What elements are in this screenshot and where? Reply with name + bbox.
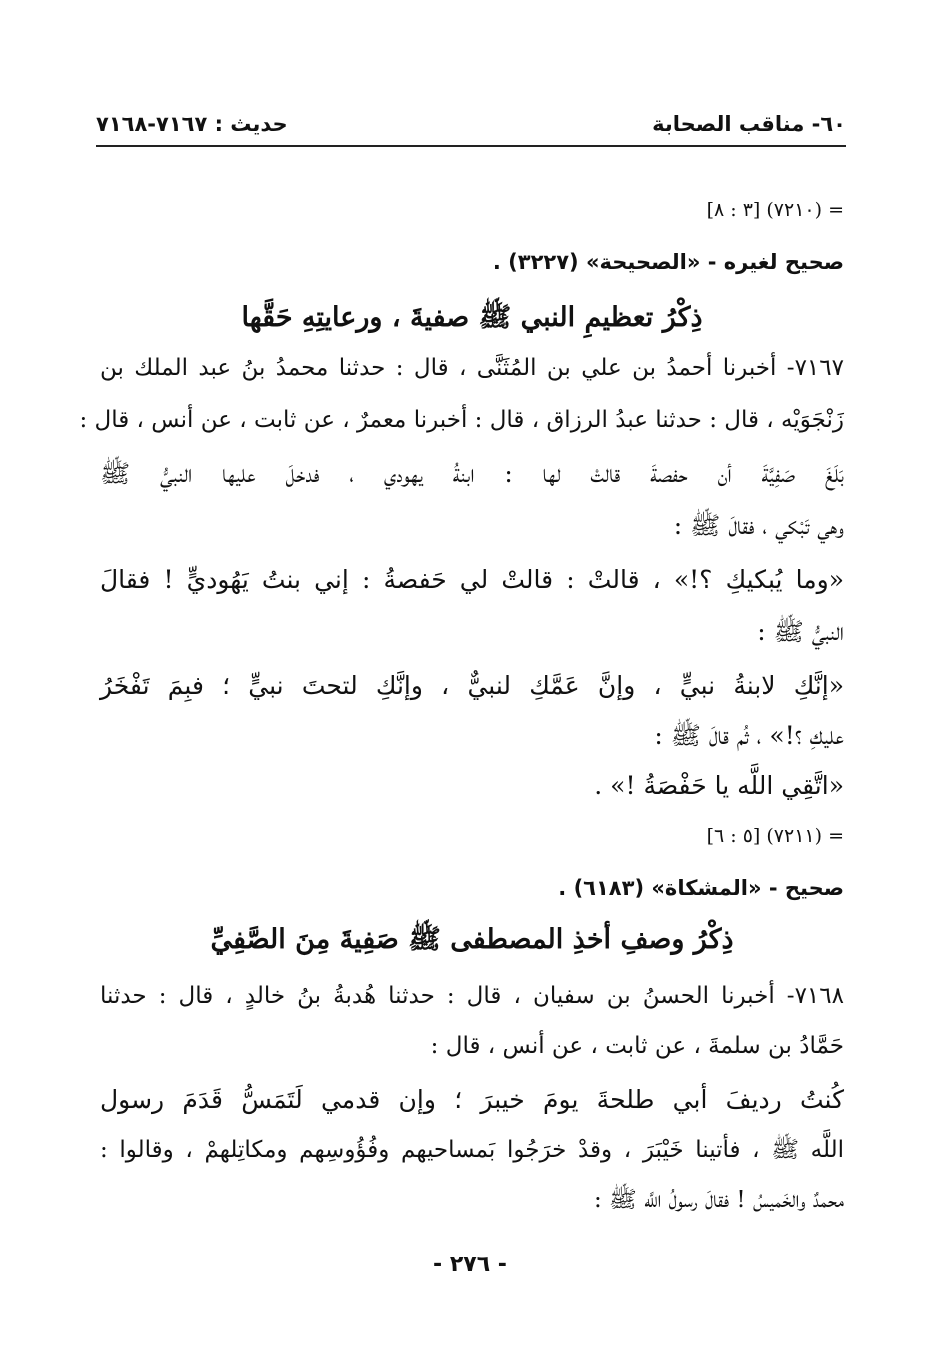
hadith-7168-line-4: اللَّه ﷺ ، فأتينا خَيْبَرَ ، وقدْ خرَجُوا بَمساحيهم وفُؤُوسِهم ومكاتِلهمْ ، وقالوا : <box>100 1137 844 1163</box>
hadith-7167-line-3: بَلَغَ صَفِيَّةَ أن حفصةَ قالتْ لها : ابنةُ يهودي ، فدخلَ عليها النبيُّ ﷺ <box>100 459 844 488</box>
running-header <box>96 104 846 144</box>
hadith-7168-line-5: محمدٌ والخَميسُ ! فقالَ رسولُ اللَّه ﷺ : <box>593 1187 844 1213</box>
chapter-title: ٦٠- مناقب الصحابة <box>652 112 846 136</box>
grading-note-1: صحيح لغيره - «الصحيحة» (٣٢٢٧) . <box>492 250 844 274</box>
hadith-7167-line-6: النبيُّ ﷺ : <box>757 617 844 646</box>
cross-reference-7211: = (٧٢١١) [٥ : ٦] <box>706 825 844 847</box>
hadith-7167-line-8: عليكِ ؟!» ، ثُم قالَ ﷺ : <box>654 721 844 750</box>
hadith-7167-line-9: «اتَّقِي اللَّه يا حَفْصَةُ !» . <box>594 771 844 800</box>
hadith-range: حديث : ٧١٦٧-٧١٦٨ <box>96 112 288 136</box>
hadith-7168-line-3: كُنتُ رديفَ أبي طلحةَ يومَ خيبرَ ؛ وإن قدمي لَتَمَسُّ قَدَمَ رسول <box>100 1085 844 1114</box>
hadith-7167-line-7: «إنَّكِ لابنةُ نبيٍّ ، وإنَّ عَمَّكِ لنبيٌّ ، وإنَّكِ لتحتَ نبيٍّ ؛ فبِمَ تَفْخَرُ <box>100 671 844 700</box>
section-title-2: ذِكْرُ وصفِ أخذِ المصطفى ﷺ صَفِيةَ مِنَ الصَّفِيِّ <box>210 924 734 955</box>
cross-reference-7210: = (٧٢١٠) [٣ : ٨] <box>706 199 844 221</box>
hadith-7167-line-5: «وما يُبكيكِ ؟!» ، قالتْ : قالتْ لي حَفصةُ : إني بنتُ يَهُوديٍّ ! فقالَ <box>100 565 844 594</box>
header-rule <box>96 145 846 147</box>
section-title-1: ذِكْرُ تعظيمِ النبي ﷺ صفيةَ ، ورعايتِهِ حَقَّها <box>241 302 703 333</box>
hadith-7167-line-2: زَنْجَوَيْه ، قال : حدثنا عبدُ الرزاق ، قال : أخبرنا معمرٌ ، عن ثابت ، عن أنس ، قال : <box>79 407 844 433</box>
hadith-7167-line-1: ٧١٦٧- أخبرنا أحمدُ بن علي بن المُثَنَّى ، قال : حدثنا محمدُ بنُ عبد الملك بن <box>100 355 844 381</box>
hadith-7168-line-1: ٧١٦٨- أخبرنا الحسنُ بن سفيان ، قال : حدثنا هُدبةُ بنُ خالدٍ ، قال : حدثنا <box>100 983 844 1009</box>
hadith-7168-line-2: حَمَّادُ بن سلمةَ ، عن ثابت ، عن أنس ، قال : <box>430 1033 844 1059</box>
hadith-7167-line-4: وهي تَبْكي ، فقالَ ﷺ : <box>673 511 844 540</box>
grading-note-2: صحيح - «المشكاة» (٦١٨٣) . <box>558 876 844 900</box>
page-number: - ٢٧٦ - <box>433 1252 507 1277</box>
